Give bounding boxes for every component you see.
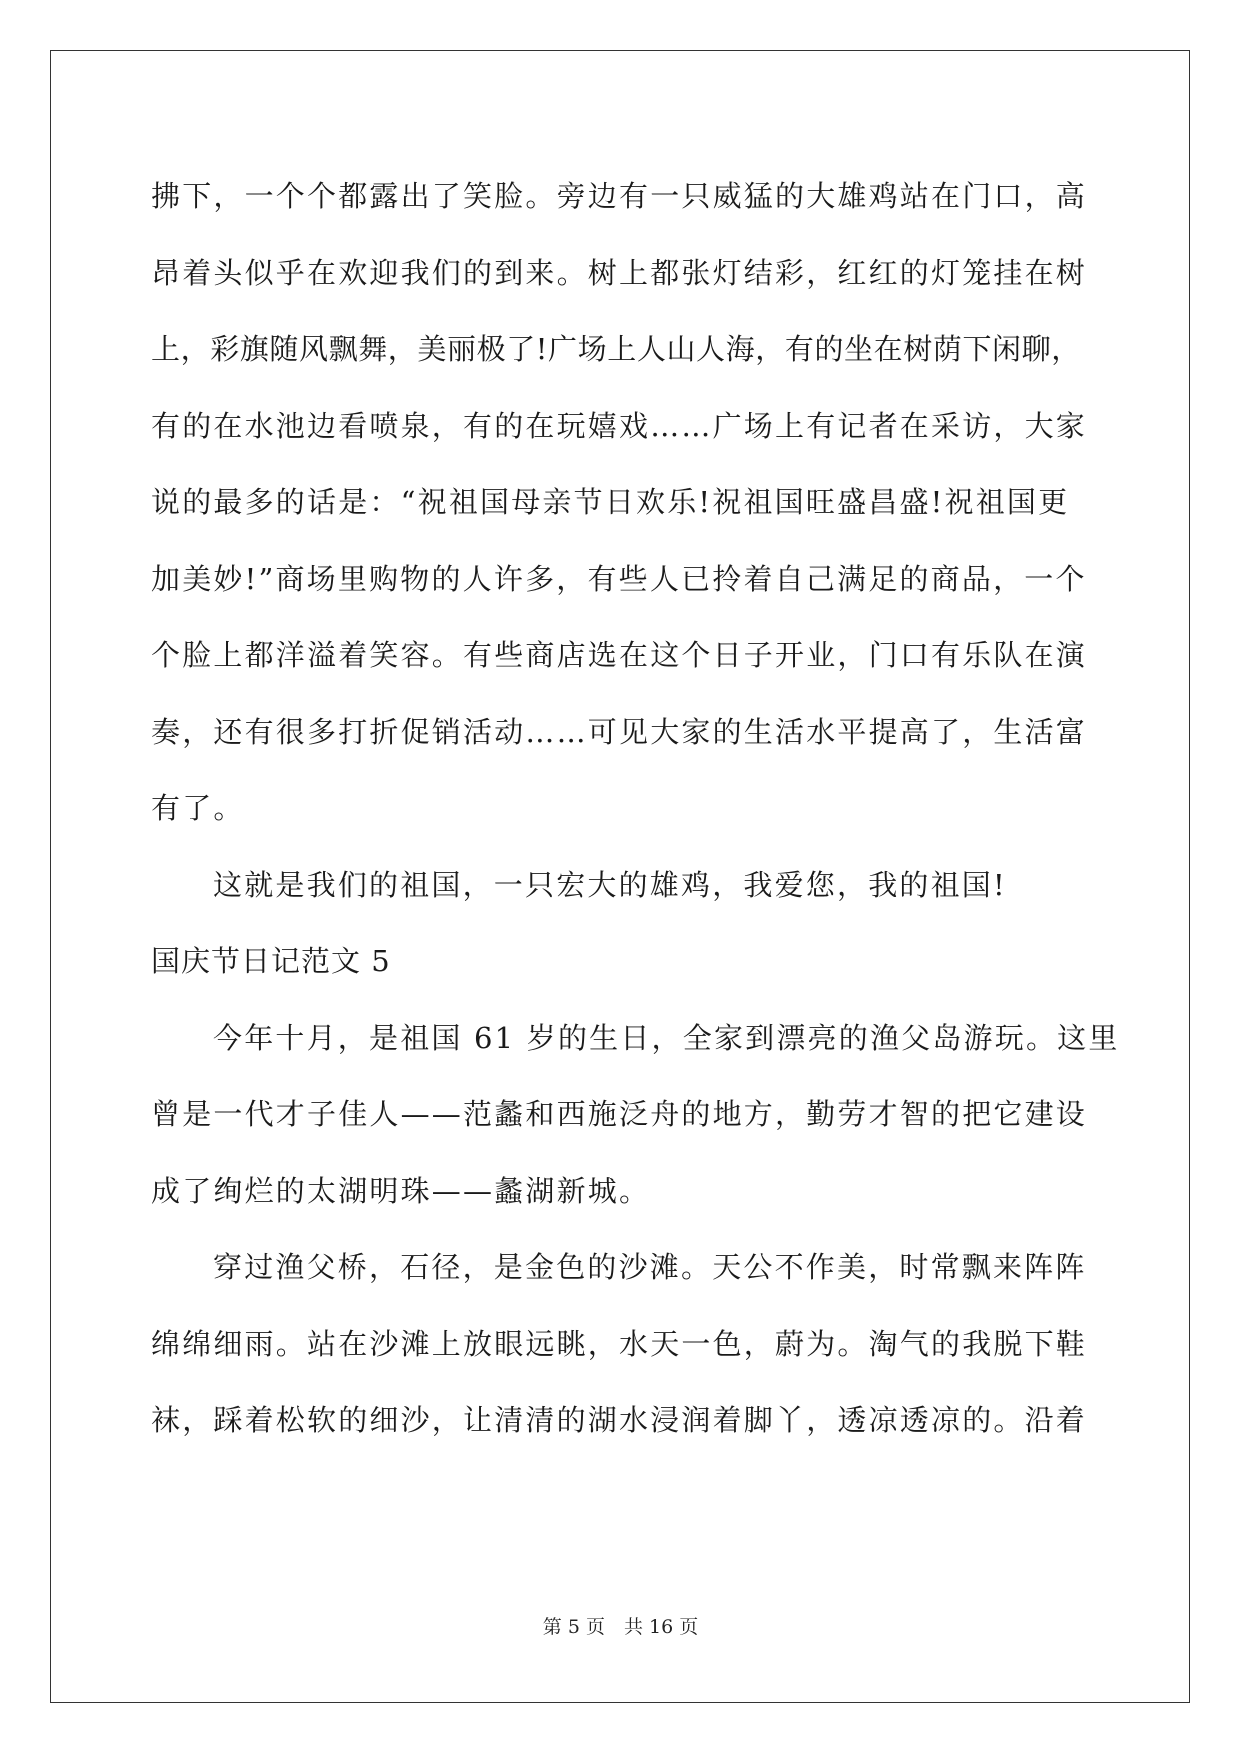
- text-line: 个脸上都洋溢着笑容。有些商店选在这个日子开业，门口有乐队在演: [151, 638, 1088, 672]
- page-number-footer: 第 5 页 共 16 页: [542, 1616, 699, 1638]
- text-line: 加美妙!”商场里购物的人许多，有些人已拎着自己满足的商品，一个: [151, 561, 1087, 596]
- text-line: 袜，踩着松软的细沙，让清清的湖水浸润着脚丫，透凉透凉的。沿着: [151, 1403, 1088, 1437]
- text-line: 拂下，一个个都露出了笑脸。旁边有一只威猛的大雄鸡站在门口，高: [151, 179, 1088, 213]
- text-line: 奏，还有很多打折促销活动……可见大家的生活水平提高了，生活富: [151, 714, 1088, 749]
- section-heading: 国庆节日记范文 5: [151, 944, 391, 978]
- text-line: 曾是一代才子佳人——范蠡和西施泛舟的地方，勤劳才智的把它建设: [151, 1097, 1088, 1131]
- text-line: 昂着头似乎在欢迎我们的到来。树上都张灯结彩，红红的灯笼挂在树: [151, 255, 1088, 290]
- text-line: 成了绚烂的太湖明珠——蠡湖新城。: [151, 1173, 651, 1208]
- text-line: 今年十月，是祖国 61 岁的生日，全家到漂亮的渔父岛游玩。这里: [213, 1020, 1120, 1055]
- text-line: 有的在水池边看喷泉，有的在玩嬉戏……广场上有记者在采访，大家: [151, 408, 1088, 443]
- text-line: 有了。: [151, 791, 245, 825]
- text-line: 这就是我们的祖国，一只宏大的雄鸡，我爱您，我的祖国!: [213, 867, 1007, 902]
- text-line: 绵绵细雨。站在沙滩上放眼远眺，水天一色，蔚为。淘气的我脱下鞋: [151, 1326, 1088, 1361]
- text-line: 穿过渔父桥，石径，是金色的沙滩。天公不作美，时常飘来阵阵: [213, 1250, 1087, 1284]
- text-line: 上，彩旗随风飘舞，美丽极了!广场上人山人海，有的坐在树荫下闲聊，: [151, 332, 1081, 366]
- document-body: [151, 158, 1120, 1459]
- text-line: 说的最多的话是：“祝祖国母亲节日欢乐!祝祖国旺盛昌盛!祝祖国更: [151, 485, 1070, 519]
